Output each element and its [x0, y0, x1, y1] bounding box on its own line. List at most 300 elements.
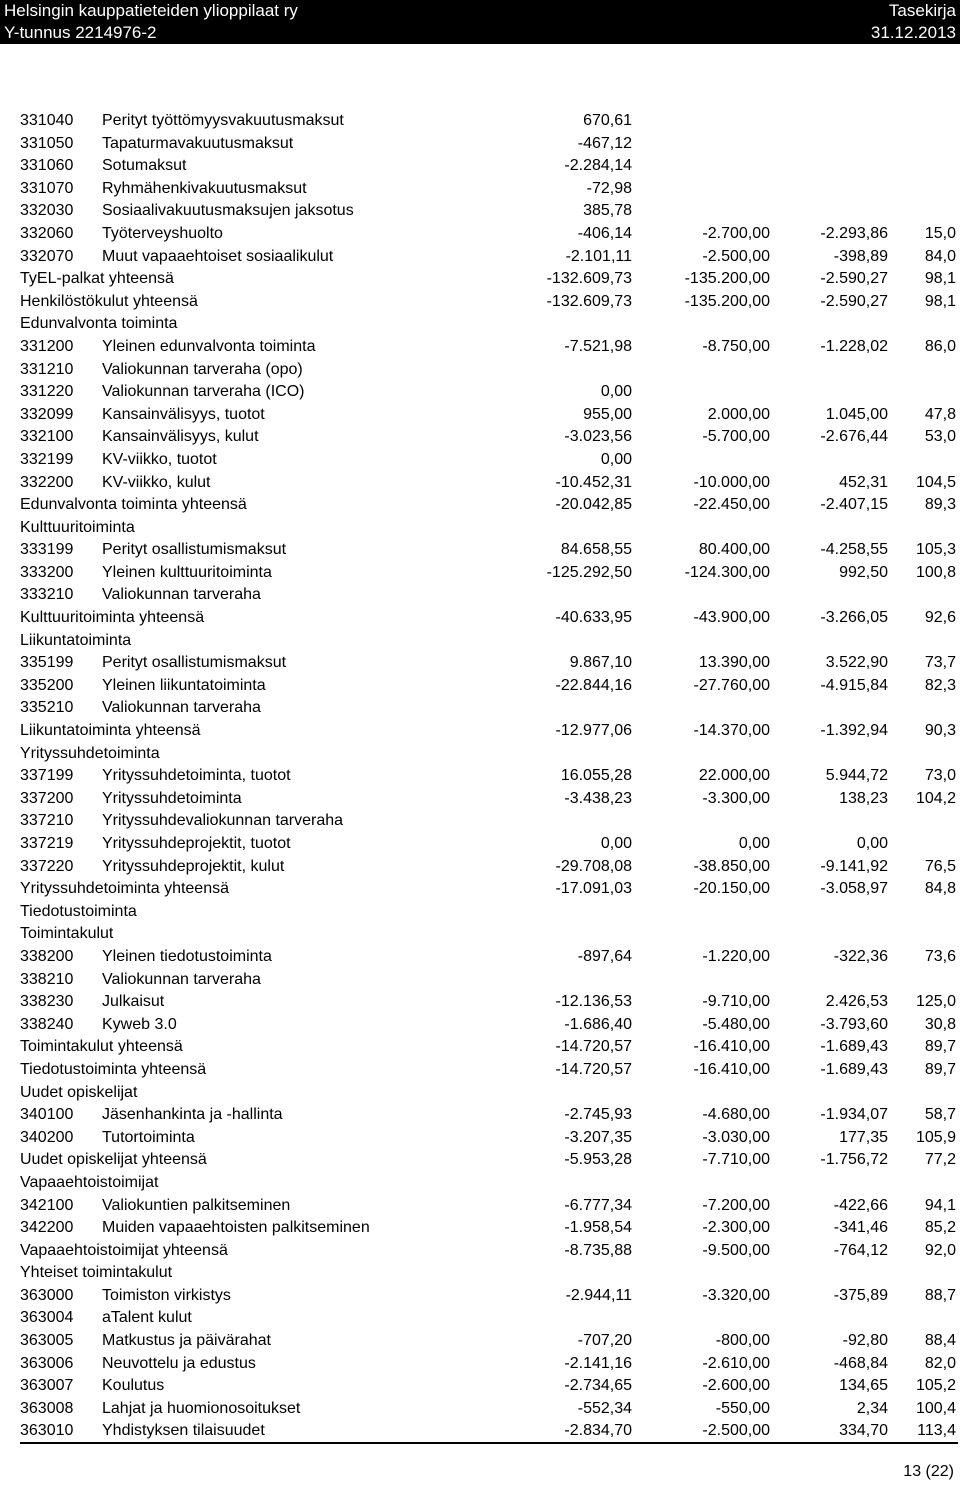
budget-value: 2.000,00: [707, 405, 770, 423]
table-row: [20, 449, 958, 472]
budget-value: -10.000,00: [693, 473, 770, 491]
difference-value: -468,84: [833, 1354, 888, 1372]
percent-value: 73,7: [924, 654, 956, 672]
table-row: [20, 901, 958, 924]
account-code: 331200: [20, 337, 74, 355]
account-name: KV-viikko, tuotot: [102, 450, 217, 468]
account-code: 335199: [20, 654, 74, 672]
difference-value: 177,35: [839, 1128, 888, 1146]
account-code: 332200: [20, 473, 74, 491]
table-row: [20, 652, 958, 675]
percent-value: 47,8: [924, 405, 956, 423]
difference-value: -764,12: [833, 1241, 888, 1259]
account-code: 338230: [20, 993, 74, 1011]
section-label: Henkilöstökulut yhteensä: [20, 292, 198, 310]
account-code: 331220: [20, 383, 74, 401]
table-row: [20, 1082, 958, 1105]
budget-value: 0,00: [738, 835, 770, 852]
section-label: Vapaaehtoistoimijat yhteensä: [20, 1241, 228, 1259]
account-name: Yhdistyksen tilaisuudet: [102, 1422, 265, 1440]
account-code: 332199: [20, 450, 74, 468]
actual-value: -3.207,35: [564, 1128, 632, 1146]
actual-value: -7.521,98: [564, 337, 632, 355]
actual-value: 955,00: [583, 405, 632, 423]
percent-value: 84,8: [924, 880, 956, 898]
account-code: 363007: [20, 1377, 74, 1395]
difference-value: 334,70: [839, 1422, 888, 1440]
table-row: [20, 630, 958, 653]
table-row: [20, 562, 958, 585]
table-row: [20, 426, 958, 449]
account-code: 335210: [20, 699, 74, 717]
budget-value: -9.710,00: [702, 993, 770, 1011]
account-code: 363008: [20, 1399, 74, 1417]
account-code: 363004: [20, 1309, 74, 1327]
document-date: 31.12.2013: [870, 23, 956, 42]
table-row: [20, 607, 958, 630]
actual-value: -2.284,14: [564, 157, 632, 175]
account-code: 331050: [20, 134, 74, 152]
actual-value: 385,78: [583, 202, 632, 220]
percent-value: 82,0: [924, 1354, 956, 1372]
account-name: Kansainvälisyys, tuotot: [102, 405, 265, 423]
account-name: Työterveyshuolto: [102, 224, 223, 242]
account-name: Yrityssuhdeprojektit, tuotot: [102, 835, 291, 852]
section-label: Yrityssuhdetoiminta yhteensä: [20, 880, 229, 898]
budget-value: -124.300,00: [684, 563, 770, 581]
account-name: Yleinen liikuntatoiminta: [102, 676, 266, 694]
difference-value: -341,46: [833, 1219, 888, 1237]
actual-value: -2.734,65: [564, 1377, 632, 1395]
table-row: [20, 1104, 958, 1127]
section-label: Kulttuuritoiminta: [20, 518, 135, 536]
account-code: 331210: [20, 360, 74, 378]
table-row: [20, 1375, 958, 1398]
actual-value: -12.977,06: [555, 722, 632, 740]
difference-value: 3.522,90: [825, 654, 888, 672]
account-name: Kansainvälisyys, kulut: [102, 428, 259, 446]
budget-value: 22.000,00: [698, 767, 770, 785]
actual-value: -897,64: [577, 947, 632, 965]
difference-value: -4.258,55: [820, 541, 888, 559]
budget-value: -4.680,00: [702, 1106, 770, 1124]
difference-value: -1.228,02: [820, 337, 888, 355]
table-row: [20, 810, 958, 833]
account-name: Sotumaksut: [102, 157, 187, 175]
section-label: Toimintakulut: [20, 925, 114, 943]
table-row: [20, 291, 958, 314]
budget-value: -2.500,00: [702, 247, 770, 265]
actual-value: -10.452,31: [555, 473, 632, 491]
actual-value: -1.958,54: [564, 1219, 632, 1237]
difference-value: -9.141,92: [820, 857, 888, 875]
account-code: 342100: [20, 1196, 74, 1214]
account-name: Julkaisut: [102, 993, 165, 1011]
account-code: 331070: [20, 179, 74, 197]
table-row: [20, 494, 958, 517]
table-row: [20, 584, 958, 607]
table-row: [20, 923, 958, 946]
account-name: Perityt työttömyysvakuutusmaksut: [102, 112, 344, 129]
table-row: [20, 856, 958, 879]
table-row: [20, 246, 958, 269]
table-row: [20, 517, 958, 540]
section-label: Kulttuuritoiminta yhteensä: [20, 609, 205, 627]
table-row: [20, 381, 958, 404]
actual-value: 0,00: [600, 450, 632, 468]
document-type: Tasekirja: [888, 1, 956, 20]
percent-value: 77,2: [924, 1151, 956, 1169]
account-name: Sosiaalivakuutusmaksujen jaksotus: [102, 202, 354, 220]
table-row: [20, 313, 958, 336]
section-label: Edunvalvonta toiminta yhteensä: [20, 496, 247, 514]
account-name: Perityt osallistumismaksut: [102, 541, 287, 559]
account-name: KV-viikko, kulut: [102, 473, 211, 491]
budget-value: -16.410,00: [693, 1038, 770, 1056]
difference-value: 5.944,72: [825, 767, 888, 785]
budget-value: -5.480,00: [702, 1015, 770, 1033]
actual-value: -2.141,16: [564, 1354, 632, 1372]
percent-value: 98,1: [924, 270, 956, 288]
account-name: Muiden vapaaehtoisten palkitseminen: [102, 1219, 370, 1237]
account-code: 335200: [20, 676, 74, 694]
percent-value: 88,7: [924, 1286, 956, 1304]
business-id: Y-tunnus 2214976-2: [4, 23, 157, 42]
table-row: [20, 1059, 958, 1082]
section-label: TyEL-palkat yhteensä: [20, 270, 174, 288]
actual-value: -3.023,56: [564, 428, 632, 446]
percent-value: 53,0: [924, 428, 956, 446]
table-row: [20, 1240, 958, 1263]
budget-value: -2.700,00: [702, 224, 770, 242]
percent-value: 88,4: [924, 1332, 956, 1350]
table-row: [20, 1420, 958, 1443]
account-code: 331060: [20, 157, 74, 175]
account-name: Valiokunnan tarveraha (opo): [102, 360, 303, 378]
budget-value: -2.500,00: [702, 1422, 770, 1440]
actual-value: -2.745,93: [564, 1106, 632, 1124]
table-row: [20, 833, 958, 856]
account-name: Yrityssuhdevaliokunnan tarveraha: [102, 812, 344, 830]
table-row: [20, 223, 958, 246]
percent-value: 76,5: [924, 857, 956, 875]
account-name: Matkustus ja päivärahat: [102, 1332, 271, 1350]
percent-value: 84,0: [924, 247, 956, 265]
table-bottom-rule: [20, 1442, 958, 1444]
difference-value: -1.934,07: [820, 1106, 888, 1124]
table-row: [20, 1330, 958, 1353]
actual-value: -6.777,34: [564, 1196, 632, 1214]
account-code: 340100: [20, 1106, 74, 1124]
actual-value: -17.091,03: [555, 880, 632, 898]
table-row: [20, 472, 958, 495]
table-row: [20, 1262, 958, 1285]
difference-value: -1.689,43: [820, 1038, 888, 1056]
account-code: 337199: [20, 767, 74, 785]
table-row: [20, 1217, 958, 1240]
difference-value: 452,31: [839, 473, 888, 491]
account-code: 338200: [20, 947, 74, 965]
account-code: 332030: [20, 202, 74, 220]
table-row: [20, 178, 958, 201]
section-label: Tiedotustoiminta: [20, 902, 137, 920]
account-name: Toimiston virkistys: [102, 1286, 231, 1304]
actual-value: -467,12: [577, 134, 632, 152]
table-row: [20, 1398, 958, 1421]
percent-value: 104,2: [915, 789, 956, 807]
ledger-table: [20, 110, 958, 1443]
actual-value: -552,34: [577, 1399, 632, 1417]
table-row: [20, 675, 958, 698]
difference-value: -3.266,05: [820, 609, 888, 627]
account-name: Perityt osallistumismaksut: [102, 654, 287, 672]
actual-value: 84.658,55: [560, 541, 632, 559]
percent-value: 98,1: [924, 292, 956, 310]
section-label: Uudet opiskelijat: [20, 1083, 138, 1101]
budget-value: -135.200,00: [684, 292, 770, 310]
budget-value: -2.610,00: [702, 1354, 770, 1372]
actual-value: -2.101,11: [565, 247, 632, 265]
actual-value: -22.844,16: [555, 676, 632, 694]
section-label: Vapaaehtoistoimijat: [20, 1173, 159, 1191]
budget-value: -22.450,00: [693, 496, 770, 514]
table-row: [20, 1014, 958, 1037]
section-label: Yhteiset toimintakulut: [20, 1264, 173, 1282]
table-row: [20, 720, 958, 743]
account-name: Neuvottelu ja edustus: [102, 1354, 256, 1372]
account-name: Lahjat ja huomionosoitukset: [102, 1399, 301, 1417]
budget-value: -20.150,00: [693, 880, 770, 898]
account-name: Yleinen kulttuuritoiminta: [102, 563, 272, 581]
account-name: Tutortoiminta: [102, 1128, 195, 1146]
account-name: Tapaturmavakuutusmaksut: [102, 134, 294, 152]
table-row: [20, 1195, 958, 1218]
difference-value: -422,66: [833, 1196, 888, 1214]
account-name: Koulutus: [102, 1377, 165, 1395]
budget-value: -16.410,00: [693, 1060, 770, 1078]
actual-value: -406,14: [577, 224, 632, 242]
table-row: [20, 788, 958, 811]
table-row: [20, 743, 958, 766]
budget-value: -38.850,00: [693, 857, 770, 875]
difference-value: -3.793,60: [820, 1015, 888, 1033]
difference-value: -1.392,94: [820, 722, 888, 740]
account-code: 363006: [20, 1354, 74, 1372]
percent-value: 94,1: [924, 1196, 956, 1214]
percent-value: 105,9: [915, 1128, 956, 1146]
account-name: Valiokunnan tarveraha: [102, 586, 261, 604]
difference-value: -2.590,27: [820, 270, 888, 288]
difference-value: -1.689,43: [820, 1060, 888, 1078]
page-header: [0, 0, 960, 44]
actual-value: -132.609,73: [546, 292, 632, 310]
difference-value: -1.756,72: [820, 1151, 888, 1169]
table-row: [20, 697, 958, 720]
account-code: 333200: [20, 563, 74, 581]
section-label: Edunvalvonta toiminta: [20, 315, 178, 333]
percent-value: 100,8: [915, 563, 956, 581]
difference-value: -2.407,15: [820, 496, 888, 514]
account-code: 332100: [20, 428, 74, 446]
section-label: Uudet opiskelijat yhteensä: [20, 1151, 207, 1169]
budget-value: -800,00: [715, 1332, 770, 1350]
account-name: Yleinen edunvalvonta toiminta: [102, 337, 316, 355]
actual-value: 670,61: [583, 112, 632, 129]
difference-value: -2.676,44: [820, 428, 888, 446]
budget-value: -3.030,00: [702, 1128, 770, 1146]
table-row: [20, 878, 958, 901]
difference-value: -322,36: [833, 947, 888, 965]
table-row: [20, 765, 958, 788]
account-code: 337219: [20, 835, 74, 852]
actual-value: -20.042,85: [555, 496, 632, 514]
budget-value: -7.710,00: [702, 1151, 770, 1169]
account-code: 337200: [20, 789, 74, 807]
table-row: [20, 1036, 958, 1059]
table-row: [20, 539, 958, 562]
account-code: 337210: [20, 812, 74, 830]
table-row: [20, 359, 958, 382]
budget-value: -7.200,00: [702, 1196, 770, 1214]
organization-name: Helsingin kauppatieteiden ylioppilaat ry: [4, 1, 298, 20]
difference-value: 134,65: [839, 1377, 888, 1395]
account-name: Yrityssuhdetoiminta: [102, 789, 242, 807]
percent-value: 125,0: [915, 993, 956, 1011]
budget-value: -3.300,00: [702, 789, 770, 807]
actual-value: -14.720,57: [555, 1038, 632, 1056]
table-row: [20, 1149, 958, 1172]
budget-value: -27.760,00: [693, 676, 770, 694]
account-code: 363010: [20, 1422, 74, 1440]
budget-value: -1.220,00: [702, 947, 770, 965]
actual-value: 16.055,28: [560, 767, 632, 785]
percent-value: 104,5: [915, 473, 956, 491]
percent-value: 100,4: [915, 1399, 956, 1417]
account-name: aTalent kulut: [102, 1309, 192, 1327]
budget-value: -550,00: [715, 1399, 770, 1417]
percent-value: 105,2: [915, 1377, 956, 1395]
account-name: Valiokunnan tarveraha: [102, 970, 261, 988]
actual-value: -14.720,57: [555, 1060, 632, 1078]
account-name: Valiokunnan tarveraha (ICO): [102, 383, 305, 401]
table-row: [20, 404, 958, 427]
difference-value: 1.045,00: [825, 405, 888, 423]
difference-value: -2.293,86: [820, 224, 888, 242]
difference-value: 138,23: [839, 789, 888, 807]
account-name: Valiokunnan tarveraha: [102, 699, 261, 717]
difference-value: 0,00: [856, 835, 888, 852]
table-row: [20, 1172, 958, 1195]
actual-value: -707,20: [577, 1332, 632, 1350]
percent-value: 89,3: [924, 496, 956, 514]
actual-value: 0,00: [600, 835, 632, 852]
actual-value: -5.953,28: [564, 1151, 632, 1169]
percent-value: 90,3: [924, 722, 956, 740]
account-code: 363005: [20, 1332, 74, 1350]
account-code: 332099: [20, 405, 74, 423]
section-label: Tiedotustoiminta yhteensä: [20, 1060, 207, 1078]
percent-value: 73,0: [924, 767, 956, 785]
difference-value: -2.590,27: [820, 292, 888, 310]
account-code: 340200: [20, 1128, 74, 1146]
table-row: [20, 1353, 958, 1376]
actual-value: -125.292,50: [546, 563, 632, 581]
account-code: 363000: [20, 1286, 74, 1304]
table-row: [20, 133, 958, 156]
percent-value: 89,7: [924, 1038, 956, 1056]
table-row: [20, 1285, 958, 1308]
account-name: Valiokuntien palkitseminen: [102, 1196, 291, 1214]
account-name: Muut vapaaehtoiset sosiaalikulut: [102, 247, 334, 265]
difference-value: 2.426,53: [825, 993, 888, 1011]
section-label: Liikuntatoiminta: [20, 631, 132, 649]
section-label: Liikuntatoiminta yhteensä: [20, 722, 201, 740]
actual-value: -29.708,08: [555, 857, 632, 875]
table-row: [20, 336, 958, 359]
budget-value: -43.900,00: [693, 609, 770, 627]
table-row: [20, 110, 958, 133]
table-row: [20, 268, 958, 291]
actual-value: -40.633,95: [555, 609, 632, 627]
table-row: [20, 969, 958, 992]
percent-value: 58,7: [924, 1106, 956, 1124]
percent-value: 92,6: [924, 609, 956, 627]
table-row: [20, 991, 958, 1014]
budget-value: 80.400,00: [698, 541, 770, 559]
account-code: 332060: [20, 224, 74, 242]
difference-value: 2,34: [856, 1399, 888, 1417]
account-name: Ryhmähenkivakuutusmaksut: [102, 179, 307, 197]
account-code: 333210: [20, 586, 74, 604]
account-code: 337220: [20, 857, 74, 875]
percent-value: 105,3: [915, 541, 956, 559]
section-label: Toimintakulut yhteensä: [20, 1038, 183, 1056]
percent-value: 73,6: [924, 947, 956, 965]
percent-value: 113,4: [917, 1422, 956, 1440]
difference-value: 992,50: [839, 563, 888, 581]
page-number: 13 (22): [903, 1463, 954, 1480]
difference-value: -4.915,84: [820, 676, 888, 694]
table-row: [20, 200, 958, 223]
actual-value: -3.438,23: [564, 789, 632, 807]
account-name: Yrityssuhdeprojektit, kulut: [102, 857, 285, 875]
budget-value: -14.370,00: [693, 722, 770, 740]
percent-value: 15,0: [924, 224, 956, 242]
actual-value: -132.609,73: [546, 270, 632, 288]
account-code: 332070: [20, 247, 74, 265]
percent-value: 82,3: [924, 676, 956, 694]
budget-value: -8.750,00: [702, 337, 770, 355]
budget-value: -2.600,00: [702, 1377, 770, 1395]
actual-value: -12.136,53: [555, 993, 632, 1011]
actual-value: -2.834,70: [564, 1422, 632, 1440]
budget-value: 13.390,00: [698, 654, 770, 672]
difference-value: -398,89: [833, 247, 888, 265]
section-label: Yrityssuhdetoiminta: [20, 744, 160, 762]
account-name: Yrityssuhdetoiminta, tuotot: [102, 767, 291, 785]
budget-value: -135.200,00: [684, 270, 770, 288]
table-row: [20, 946, 958, 969]
actual-value: -1.686,40: [564, 1015, 632, 1033]
account-code: 342200: [20, 1219, 74, 1237]
budget-value: -2.300,00: [702, 1219, 770, 1237]
account-name: Yleinen tiedotustoiminta: [102, 947, 272, 965]
budget-value: -3.320,00: [702, 1286, 770, 1304]
table-row: [20, 1307, 958, 1330]
difference-value: -375,89: [833, 1286, 888, 1304]
percent-value: 30,8: [924, 1015, 956, 1033]
account-name: Kyweb 3.0: [102, 1015, 177, 1033]
